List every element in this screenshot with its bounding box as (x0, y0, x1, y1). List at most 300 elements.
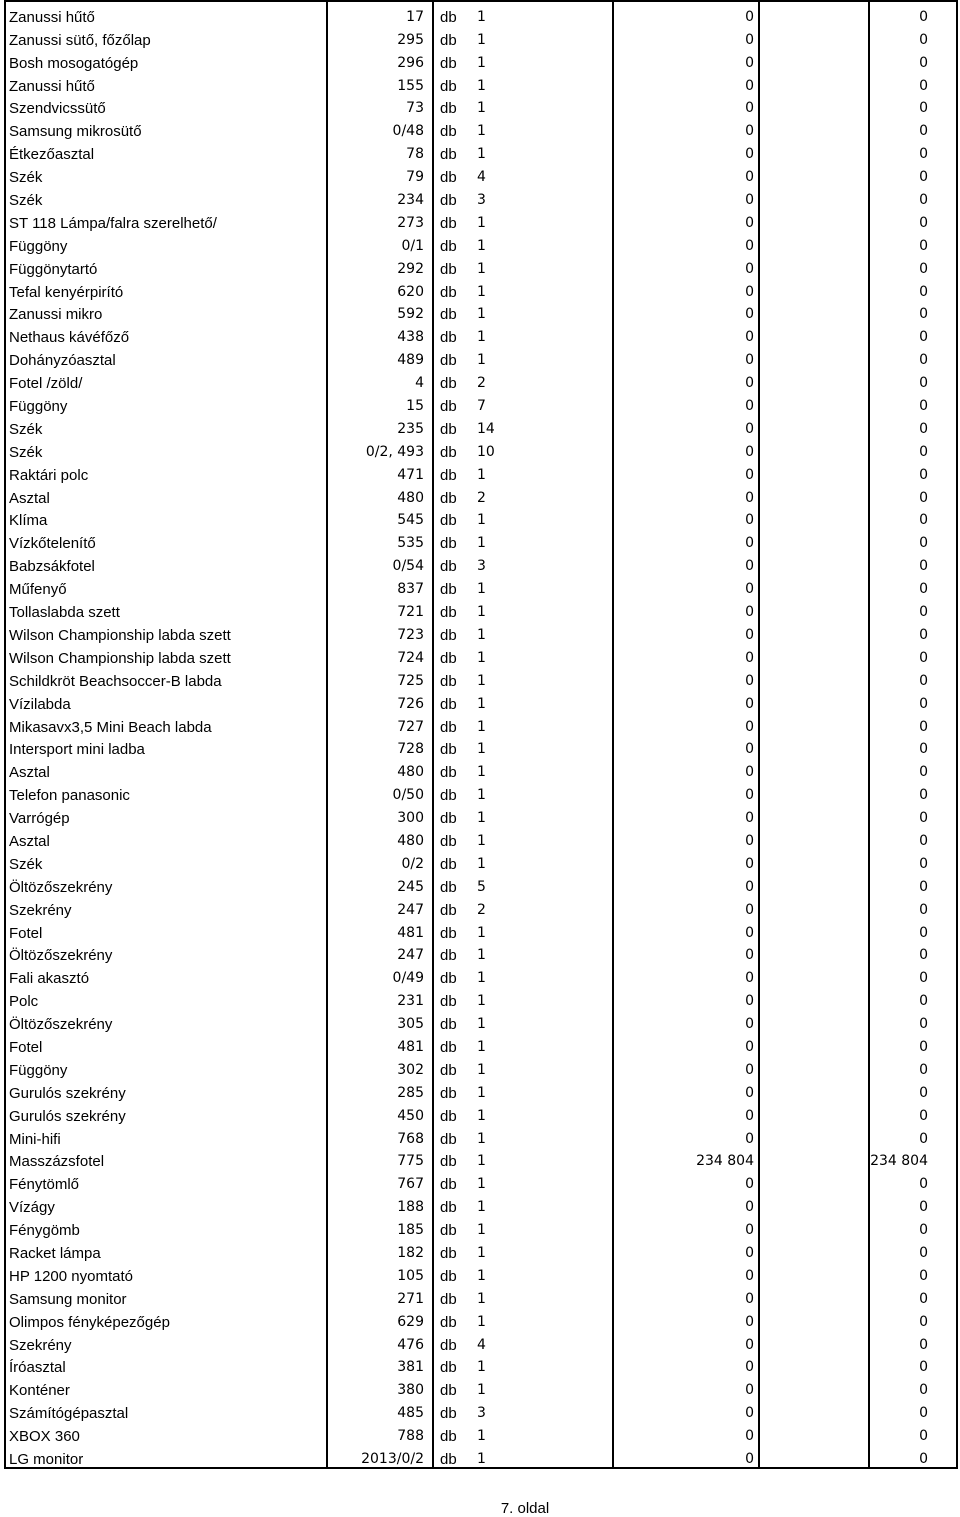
spacer-cell (759, 345, 869, 368)
unit: db (433, 1444, 469, 1468)
value-1: 0 (613, 1192, 759, 1215)
quantity: 1 (469, 689, 613, 712)
inventory-number: 105 (327, 1261, 433, 1284)
value-2: 0 (869, 803, 957, 826)
quantity: 7 (469, 391, 613, 414)
item-name: LG monitor (5, 1444, 327, 1468)
item-name: Szekrény (5, 1330, 327, 1353)
inventory-number: 837 (327, 574, 433, 597)
value-1: 0 (613, 139, 759, 162)
spacer-cell (759, 941, 869, 964)
spacer-cell (759, 826, 869, 849)
item-name: XBOX 360 (5, 1421, 327, 1444)
unit: db (440, 626, 457, 643)
spacer-cell (759, 1238, 869, 1261)
spacer-cell (759, 1215, 869, 1238)
value-2: 0 (869, 826, 957, 849)
value-2: 0 (869, 1055, 957, 1078)
inventory-number: 295 (327, 25, 433, 48)
quantity: 1 (469, 300, 613, 323)
unit: db (440, 1222, 457, 1239)
inventory-number: 767 (327, 1169, 433, 1192)
unit: db (440, 718, 457, 735)
inventory-number: 480 (327, 826, 433, 849)
inventory-number: 273 (327, 208, 433, 231)
table-row (5, 620, 957, 643)
value-1: 0 (613, 162, 759, 185)
value-1: 0 (613, 1101, 759, 1124)
quantity: 1 (469, 666, 613, 689)
value-1: 0 (613, 437, 759, 460)
quantity: 1 (469, 1307, 613, 1330)
value-1: 0 (613, 1375, 759, 1398)
inventory-number: 4 (327, 368, 433, 391)
inventory-number: 155 (327, 71, 433, 94)
spacer-cell (759, 666, 869, 689)
unit: db (440, 1313, 457, 1330)
value-2: 0 (869, 1215, 957, 1238)
inventory-number: 471 (327, 460, 433, 483)
value-2: 0 (869, 849, 957, 872)
quantity: 1 (469, 1215, 613, 1238)
table-row (5, 986, 957, 1009)
unit: db (440, 146, 457, 163)
inventory-number: 381 (327, 1353, 433, 1376)
unit: db (440, 443, 457, 460)
unit: db (440, 810, 457, 827)
value-1: 0 (613, 322, 759, 345)
value-2: 0 (869, 1032, 957, 1055)
unit: db (440, 1038, 457, 1055)
item-name: Asztal (5, 483, 327, 506)
unit: db (440, 558, 457, 575)
value-1: 0 (613, 345, 759, 368)
inventory-number: 481 (327, 918, 433, 941)
unit: db (440, 1359, 457, 1376)
unit: db (440, 787, 457, 804)
unit: db (440, 283, 457, 300)
value-2: 0 (869, 528, 957, 551)
item-name: Függöny (5, 1055, 327, 1078)
item-name: Raktári polc (5, 460, 327, 483)
value-1: 0 (613, 414, 759, 437)
spacer-cell (759, 300, 869, 323)
quantity: 1 (469, 139, 613, 162)
unit: db (440, 260, 457, 277)
value-2: 0 (869, 1238, 957, 1261)
item-name: Zanussi hűtő (5, 71, 327, 94)
value-1: 0 (613, 803, 759, 826)
table-row (5, 826, 957, 849)
unit: db (440, 993, 457, 1010)
unit: db (440, 1199, 457, 1216)
table-row (5, 460, 957, 483)
spacer-cell (759, 1375, 869, 1398)
value-2: 0 (869, 1101, 957, 1124)
table-row (5, 437, 957, 460)
table-row (5, 1169, 957, 1192)
item-name: Fotel (5, 918, 327, 941)
spacer-cell (759, 986, 869, 1009)
item-name: ST 118 Lámpa/falra szerelhető/ (5, 208, 327, 231)
item-name: Wilson Championship labda szett (5, 620, 327, 643)
spacer-cell (759, 1032, 869, 1055)
quantity: 1 (469, 1169, 613, 1192)
table-row (5, 277, 957, 300)
item-name: Konténer (5, 1375, 327, 1398)
spacer-cell (759, 735, 869, 758)
value-2: 0 (869, 895, 957, 918)
value-2: 0 (869, 162, 957, 185)
value-2: 0 (869, 1421, 957, 1444)
unit: db (440, 352, 457, 369)
spacer-cell (759, 528, 869, 551)
item-name: Asztal (5, 757, 327, 780)
quantity: 1 (469, 254, 613, 277)
unit: db (440, 695, 457, 712)
inventory-number: 620 (327, 277, 433, 300)
value-2: 0 (869, 918, 957, 941)
value-1: 0 (613, 986, 759, 1009)
value-1: 0 (613, 1444, 759, 1468)
value-2: 0 (869, 1078, 957, 1101)
item-name: Függöny (5, 231, 327, 254)
inventory-number: 292 (327, 254, 433, 277)
inventory-table (4, 0, 958, 1469)
table-row (5, 1353, 957, 1376)
value-1: 0 (613, 780, 759, 803)
value-2: 0 (869, 208, 957, 231)
table-row (5, 597, 957, 620)
inventory-number: 481 (327, 1032, 433, 1055)
spacer-cell (759, 1124, 869, 1147)
quantity: 1 (469, 1238, 613, 1261)
table-row (5, 322, 957, 345)
value-1: 0 (613, 116, 759, 139)
inventory-number: 0/1 (327, 231, 433, 254)
item-name: Mikasavx3,5 Mini Beach labda (5, 712, 327, 735)
spacer-cell (759, 460, 869, 483)
inventory-number: 271 (327, 1284, 433, 1307)
value-2: 0 (869, 620, 957, 643)
value-1: 0 (613, 231, 759, 254)
item-name: Étkezőasztal (5, 139, 327, 162)
inventory-number: 788 (327, 1421, 433, 1444)
item-name: Szék (5, 849, 327, 872)
spacer-cell (759, 757, 869, 780)
table-row (5, 1238, 957, 1261)
spacer-cell (759, 208, 869, 231)
quantity: 1 (469, 1055, 613, 1078)
table-row (5, 254, 957, 277)
value-2: 0 (869, 1261, 957, 1284)
table-row (5, 1078, 957, 1101)
quantity: 1 (469, 506, 613, 529)
value-2: 0 (869, 368, 957, 391)
value-1: 0 (613, 666, 759, 689)
table-row (5, 1375, 957, 1398)
value-2: 0 (869, 1330, 957, 1353)
value-2: 0 (869, 597, 957, 620)
spacer-cell (759, 963, 869, 986)
value-1: 0 (613, 941, 759, 964)
value-1: 0 (613, 1261, 759, 1284)
inventory-number: 247 (327, 895, 433, 918)
table-row (5, 757, 957, 780)
value-2: 0 (869, 1398, 957, 1421)
inventory-number: 0/2, 493 (327, 437, 433, 460)
unit: db (440, 192, 457, 209)
value-1: 0 (613, 895, 759, 918)
inventory-number: 17 (327, 1, 433, 25)
item-name: HP 1200 nyomtató (5, 1261, 327, 1284)
value-2: 0 (869, 116, 957, 139)
table-row (5, 414, 957, 437)
spacer-cell (759, 1147, 869, 1170)
value-1: 0 (613, 254, 759, 277)
value-1: 0 (613, 689, 759, 712)
table-row (5, 71, 957, 94)
spacer-cell (759, 780, 869, 803)
spacer-cell (759, 94, 869, 117)
quantity: 1 (469, 1078, 613, 1101)
value-1: 0 (613, 1078, 759, 1101)
item-name: Masszázsfotel (5, 1147, 327, 1170)
inventory-number: 535 (327, 528, 433, 551)
spacer-cell (759, 1192, 869, 1215)
table-row (5, 1009, 957, 1032)
value-2: 0 (869, 712, 957, 735)
value-1: 0 (613, 1307, 759, 1330)
quantity: 1 (469, 231, 613, 254)
page-number: 7. oldal (500, 1500, 550, 1517)
inventory-number: 185 (327, 1215, 433, 1238)
value-1: 0 (613, 551, 759, 574)
table-row (5, 1032, 957, 1055)
value-2: 0 (869, 1124, 957, 1147)
value-2: 0 (869, 94, 957, 117)
value-2: 0 (869, 437, 957, 460)
inventory-number: 188 (327, 1192, 433, 1215)
value-2: 0 (869, 483, 957, 506)
value-1: 0 (613, 528, 759, 551)
spacer-cell (759, 116, 869, 139)
inventory-number: 0/48 (327, 116, 433, 139)
spacer-cell (759, 872, 869, 895)
quantity: 1 (469, 1421, 613, 1444)
inventory-number: 300 (327, 803, 433, 826)
unit: db (440, 1244, 457, 1261)
quantity: 1 (469, 986, 613, 1009)
value-1: 0 (613, 277, 759, 300)
value-1: 0 (613, 872, 759, 895)
value-2: 0 (869, 231, 957, 254)
unit: db (440, 420, 457, 437)
unit: db (440, 832, 457, 849)
unit: db (440, 1336, 457, 1353)
item-name: Racket lámpa (5, 1238, 327, 1261)
unit: db (440, 924, 457, 941)
spacer-cell (759, 414, 869, 437)
quantity: 3 (469, 551, 613, 574)
unit: db (440, 169, 457, 186)
value-2: 0 (869, 757, 957, 780)
inventory-number: 629 (327, 1307, 433, 1330)
value-2: 0 (869, 1444, 957, 1468)
inventory-number: 245 (327, 872, 433, 895)
quantity: 1 (469, 116, 613, 139)
inventory-number: 545 (327, 506, 433, 529)
unit: db (440, 1084, 457, 1101)
item-name: Öltözőszekrény (5, 1009, 327, 1032)
table-row (5, 918, 957, 941)
value-1: 0 (613, 1330, 759, 1353)
item-name: Íróasztal (5, 1353, 327, 1376)
value-1: 0 (613, 1032, 759, 1055)
table-row (5, 139, 957, 162)
quantity: 1 (469, 712, 613, 735)
unit: db (440, 649, 457, 666)
inventory-number: 723 (327, 620, 433, 643)
table-row (5, 1330, 957, 1353)
quantity: 1 (469, 826, 613, 849)
item-name: Bosh mosogatógép (5, 48, 327, 71)
inventory-number: 15 (327, 391, 433, 414)
value-1: 0 (613, 597, 759, 620)
item-name: Vízágy (5, 1192, 327, 1215)
inventory-rows (5, 1, 957, 1468)
quantity: 1 (469, 1444, 613, 1468)
item-name: Szék (5, 162, 327, 185)
table-row (5, 1307, 957, 1330)
quantity: 1 (469, 1261, 613, 1284)
quantity: 1 (469, 1032, 613, 1055)
spacer-cell (759, 712, 869, 735)
value-2: 0 (869, 689, 957, 712)
value-1: 0 (613, 300, 759, 323)
inventory-number: 235 (327, 414, 433, 437)
value-1: 0 (613, 963, 759, 986)
table-row (5, 643, 957, 666)
item-name: Függönytartó (5, 254, 327, 277)
value-2: 0 (869, 1, 957, 25)
unit: db (440, 237, 457, 254)
table-row (5, 666, 957, 689)
item-name: Olimpos fényképezőgép (5, 1307, 327, 1330)
table-row (5, 185, 957, 208)
unit: db (440, 214, 457, 231)
spacer-cell (759, 185, 869, 208)
spacer-cell (759, 1444, 869, 1468)
value-1: 0 (613, 826, 759, 849)
value-1: 0 (613, 1421, 759, 1444)
item-name: Vízilabda (5, 689, 327, 712)
item-name: Polc (5, 986, 327, 1009)
spacer-cell (759, 1307, 869, 1330)
inventory-number: 380 (327, 1375, 433, 1398)
inventory-number: 231 (327, 986, 433, 1009)
unit: db (440, 123, 457, 140)
quantity: 1 (469, 735, 613, 758)
spacer-cell (759, 1284, 869, 1307)
quantity: 10 (469, 437, 613, 460)
quantity: 1 (469, 1375, 613, 1398)
value-2: 0 (869, 1375, 957, 1398)
item-name: Fotel (5, 1032, 327, 1055)
item-name: Asztal (5, 826, 327, 849)
inventory-number: 592 (327, 300, 433, 323)
spacer-cell (759, 918, 869, 941)
table-row (5, 162, 957, 185)
spacer-cell (759, 48, 869, 71)
item-name: Varrógép (5, 803, 327, 826)
quantity: 3 (469, 1398, 613, 1421)
item-name: Fotel /zöld/ (5, 368, 327, 391)
quantity: 1 (469, 597, 613, 620)
unit: db (440, 31, 457, 48)
quantity: 1 (469, 48, 613, 71)
value-1: 0 (613, 185, 759, 208)
value-2: 0 (869, 666, 957, 689)
inventory-number: 79 (327, 162, 433, 185)
item-name: Samsung mikrosütő (5, 116, 327, 139)
item-name: Tollaslabda szett (5, 597, 327, 620)
spacer-cell (759, 849, 869, 872)
table-row (5, 1, 957, 25)
spacer-cell (759, 1169, 869, 1192)
spacer-cell (759, 895, 869, 918)
value-1: 0 (613, 574, 759, 597)
unit: db (440, 329, 457, 346)
unit: db (440, 1267, 457, 1284)
inventory-number: 78 (327, 139, 433, 162)
item-name: Szék (5, 185, 327, 208)
inventory-number: 727 (327, 712, 433, 735)
quantity: 3 (469, 185, 613, 208)
value-1: 0 (613, 25, 759, 48)
item-name: Öltözőszekrény (5, 872, 327, 895)
value-1: 0 (613, 1284, 759, 1307)
value-2: 0 (869, 48, 957, 71)
inventory-number: 182 (327, 1238, 433, 1261)
unit: db (440, 375, 457, 392)
unit: db (440, 901, 457, 918)
unit: db (440, 604, 457, 621)
item-name: Telefon panasonic (5, 780, 327, 803)
item-name: Mini-hifi (5, 1124, 327, 1147)
spacer-cell (759, 139, 869, 162)
table-row (5, 345, 957, 368)
value-1: 0 (613, 48, 759, 71)
value-2: 0 (869, 391, 957, 414)
value-1: 0 (613, 620, 759, 643)
table-row (5, 895, 957, 918)
unit: db (440, 1061, 457, 1078)
inventory-number: 480 (327, 483, 433, 506)
unit: db (440, 77, 457, 94)
spacer-cell (759, 1353, 869, 1376)
unit: db (440, 489, 457, 506)
value-1: 0 (613, 643, 759, 666)
quantity: 2 (469, 895, 613, 918)
inventory-number: 302 (327, 1055, 433, 1078)
value-1: 0 (613, 1215, 759, 1238)
unit: db (440, 878, 457, 895)
inventory-number: 296 (327, 48, 433, 71)
quantity: 2 (469, 368, 613, 391)
value-1: 0 (613, 1055, 759, 1078)
inventory-number: 305 (327, 1009, 433, 1032)
